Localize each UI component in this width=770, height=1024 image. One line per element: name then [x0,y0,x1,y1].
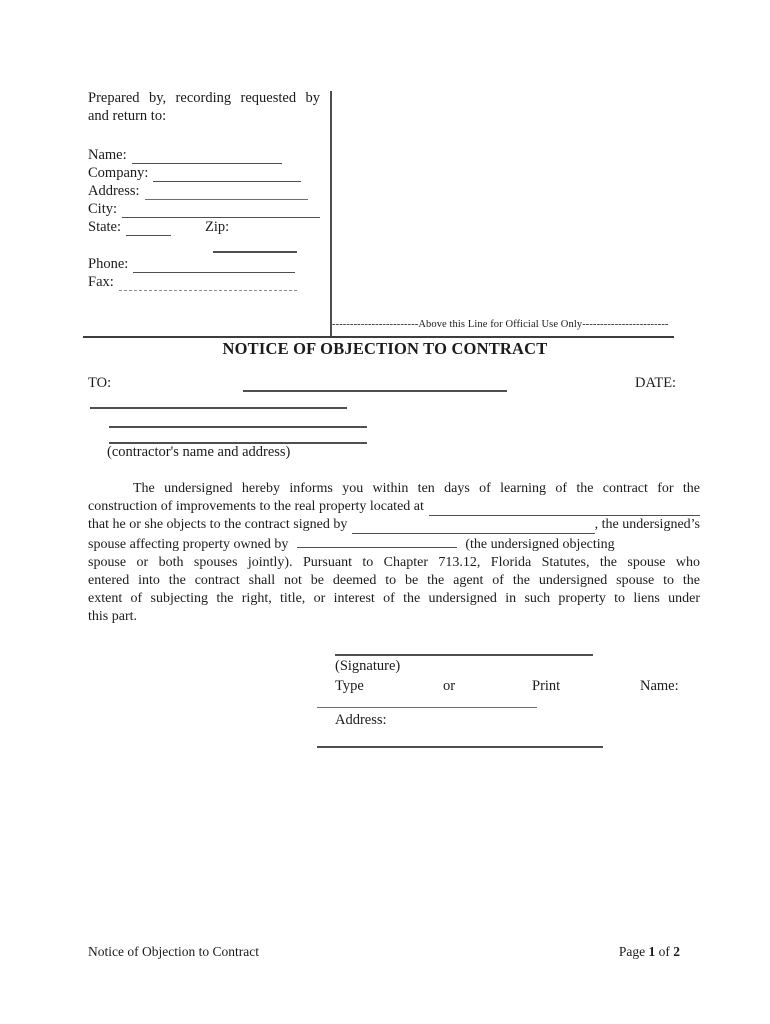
state-blank-line [126,220,171,236]
city-blank-line [122,202,320,218]
city-field-row [88,201,320,218]
company-field-row [88,165,301,182]
footer-of-word: of [658,944,670,959]
prepared-by-heading-line2: and return to: [88,108,167,124]
fax-label: Fax: [88,274,114,290]
signature-address-label: Address: [335,712,387,728]
paragraph-line-2-text: construction of improvements to the real property located at [88,499,424,514]
signed-by-blank-line [352,519,594,534]
to-label: TO: [88,375,112,391]
fax-field-row [88,274,297,291]
paragraph-line-8: this part. [88,609,137,624]
state-zip-field-row [88,219,320,236]
paragraph-line-3-tail: , the undersigned’s [594,517,700,532]
address-field-row [88,183,308,200]
fax-blank-line [119,275,297,291]
zip-label: Zip: [205,219,230,235]
document-title: NOTICE OF OBJECTION TO CONTRACT [222,339,548,358]
signature-print-label: Print [532,678,561,694]
company-label: Company: [88,165,149,181]
paragraph-line-3 [88,516,700,534]
signature-blank-line [335,654,593,656]
prepared-by-block [88,89,320,125]
property-location-blank-line [429,501,700,516]
zip-blank-line [213,251,297,253]
owned-by-blank-line [297,534,457,548]
phone-label: Phone: [88,256,129,272]
signature-type-label: Type [335,678,364,694]
company-blank-line [153,166,301,182]
signature-caption: (Signature) [335,658,401,674]
official-use-only-line: ------------------------Above this Line for Official Use Only------------------------ [332,319,669,330]
state-label: State: [88,219,122,235]
signature-or-label: or [443,678,456,694]
typed-name-blank-line [317,707,537,708]
paragraph-line-3-text: that he or she objects to the contract signed by [88,517,348,532]
paragraph-line-4 [88,534,700,554]
recipient-blank-line-1 [90,407,347,409]
prepared-box-vertical-divider [330,91,332,336]
signature-name-label: Name: [640,678,679,694]
name-label: Name: [88,147,127,163]
name-field-row [88,147,282,164]
phone-blank-line [133,257,295,273]
to-blank-line [243,390,507,392]
city-label: City: [88,201,118,217]
phone-field-row [88,256,295,273]
date-label: DATE: [635,375,677,391]
recipient-blank-line-2 [109,426,367,428]
prepared-by-heading-line1: Prepared by, recording requested by [88,90,320,106]
address-blank-line [145,184,308,200]
paragraph-line-6: entered into the contract shall not be deemed to be the agent of the undersigned spouse to the [88,573,700,588]
footer-document-name: Notice of Objection to Contract [88,944,259,959]
paragraph-line-2 [88,498,700,516]
footer-page-indicator [619,944,680,960]
footer-page-word: Page [618,944,646,959]
paragraph-line-4-text: spouse affecting property owned by [88,537,289,552]
contractor-caption: (contractor's name and address) [107,444,291,460]
paragraph-line-5: spouse or both spouses jointly). Pursuant to Chapter 713.12, Florida Statutes, the spouse who [88,555,700,570]
footer-page-total: 2 [673,944,680,959]
paragraph-line-1: The undersigned hereby informs you within ten days of learning of the contract for the [133,481,700,496]
official-use-horizontal-rule [83,336,674,338]
signature-address-blank-line [317,746,603,748]
body-paragraph [88,480,700,626]
footer-page-number: 1 [648,944,656,959]
address-label: Address: [88,183,140,199]
name-blank-line [132,148,282,164]
paragraph-line-4-tail: (the undersigned objecting [465,537,615,552]
paragraph-line-7: extent of subjecting the right, title, or interest of the undersigned in such property to liens under [88,591,700,606]
